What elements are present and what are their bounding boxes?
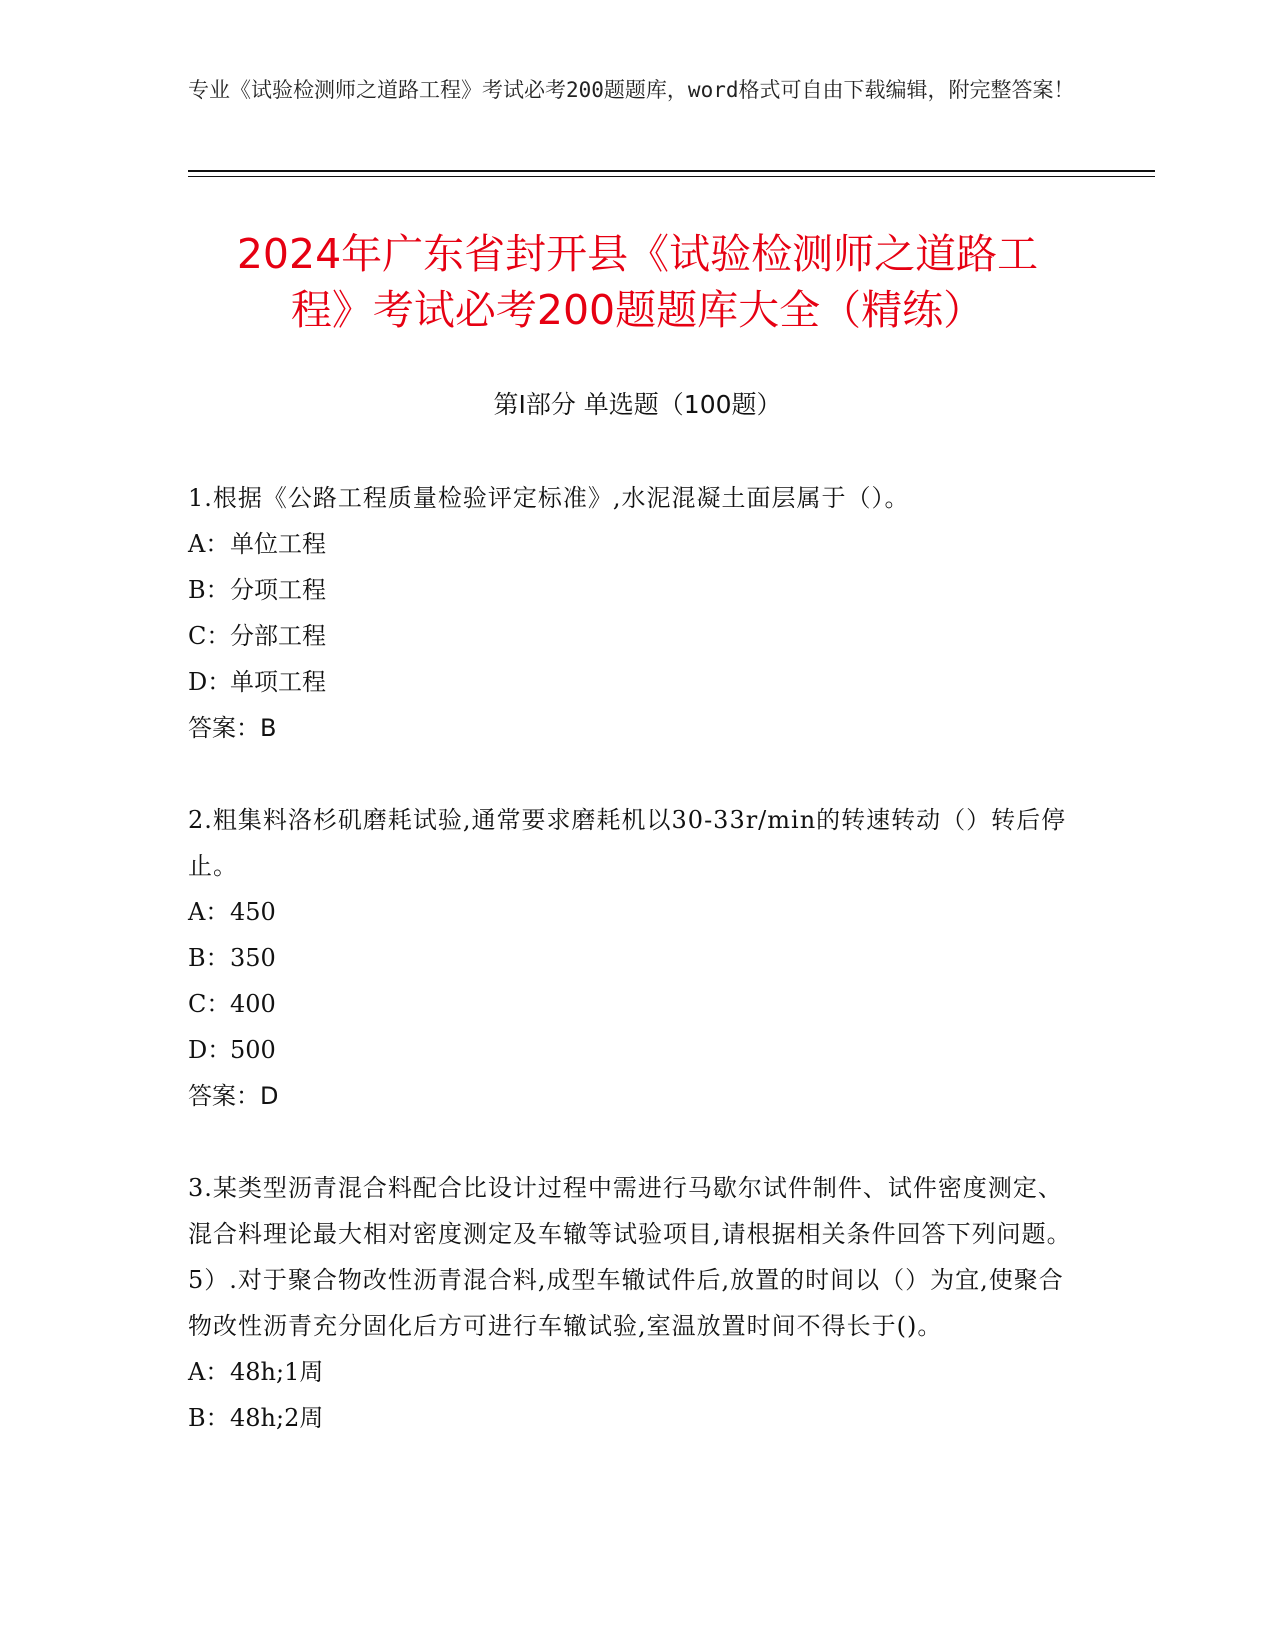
question-stem: 3.某类型沥青混合料配合比设计过程中需进行马歇尔试件制件、试件密度测定、混合料理论最大相对密度测定及车辙等试验项目,请根据相关条件回答下列问题。5）.对于聚合物改性沥青混合料,成型车辙试件后,放置的时间以（）为宜,使聚合物改性沥青充分固化后方可进行车辙试验,室温放置时间不得长于()。 xyxy=(188,1174,1072,1340)
option-key: D： xyxy=(188,1036,232,1064)
option-key: A： xyxy=(188,1358,230,1386)
question-2 xyxy=(188,797,1078,1119)
question-stem: 2.粗集料洛杉矶磨耗试验,通常要求磨耗机以30-33r/min的转速转动（）转后停止。 xyxy=(188,806,1067,880)
option-a xyxy=(188,889,1078,935)
option-key: C： xyxy=(188,622,231,650)
option-key: D： xyxy=(188,668,232,696)
option-text: 单位工程 xyxy=(230,530,326,558)
document-title xyxy=(150,226,1125,338)
option-text: 500 xyxy=(230,1036,276,1064)
option-key: B： xyxy=(188,944,230,972)
option-text: 分部工程 xyxy=(230,622,326,650)
option-text: 400 xyxy=(230,990,276,1018)
option-key: B： xyxy=(188,576,230,604)
title-line-1: 2024年广东省封开县《试验检测师之道路工 xyxy=(236,230,1039,278)
option-text: 450 xyxy=(230,898,276,926)
option-key: A： xyxy=(188,530,230,558)
question-list xyxy=(188,475,1078,1487)
option-text: 350 xyxy=(230,944,276,972)
header-note: 专业《试验检测师之道路工程》考试必考200题题库，word格式可自由下载编辑，附完整答案！ xyxy=(188,78,1075,102)
option-key: C： xyxy=(188,990,231,1018)
option-d xyxy=(188,1027,1078,1073)
answer: 答案：D xyxy=(188,1082,279,1110)
option-text: 48h;2周 xyxy=(230,1404,324,1432)
option-text: 48h;1周 xyxy=(230,1358,324,1386)
question-1 xyxy=(188,475,1078,751)
option-text: 单项工程 xyxy=(230,668,326,696)
option-key: B： xyxy=(188,1404,230,1432)
option-b xyxy=(188,935,1078,981)
option-d xyxy=(188,659,1078,705)
section-title: 第I部分 单选题（100题） xyxy=(493,390,782,419)
header-divider-bottom xyxy=(188,176,1155,177)
question-stem: 1.根据《公路工程质量检验评定标准》,水泥混凝土面层属于（）。 xyxy=(188,484,910,512)
option-c xyxy=(188,981,1078,1027)
header-divider-top xyxy=(188,170,1155,172)
option-key: A： xyxy=(188,898,230,926)
answer: 答案：B xyxy=(188,714,277,742)
option-a xyxy=(188,521,1078,567)
option-a xyxy=(188,1349,1078,1395)
option-text: 分项工程 xyxy=(230,576,326,604)
title-line-2: 程》考试必考200题题库大全（精练） xyxy=(290,286,985,334)
option-b xyxy=(188,1395,1078,1441)
option-c xyxy=(188,613,1078,659)
option-b xyxy=(188,567,1078,613)
question-3 xyxy=(188,1165,1078,1441)
